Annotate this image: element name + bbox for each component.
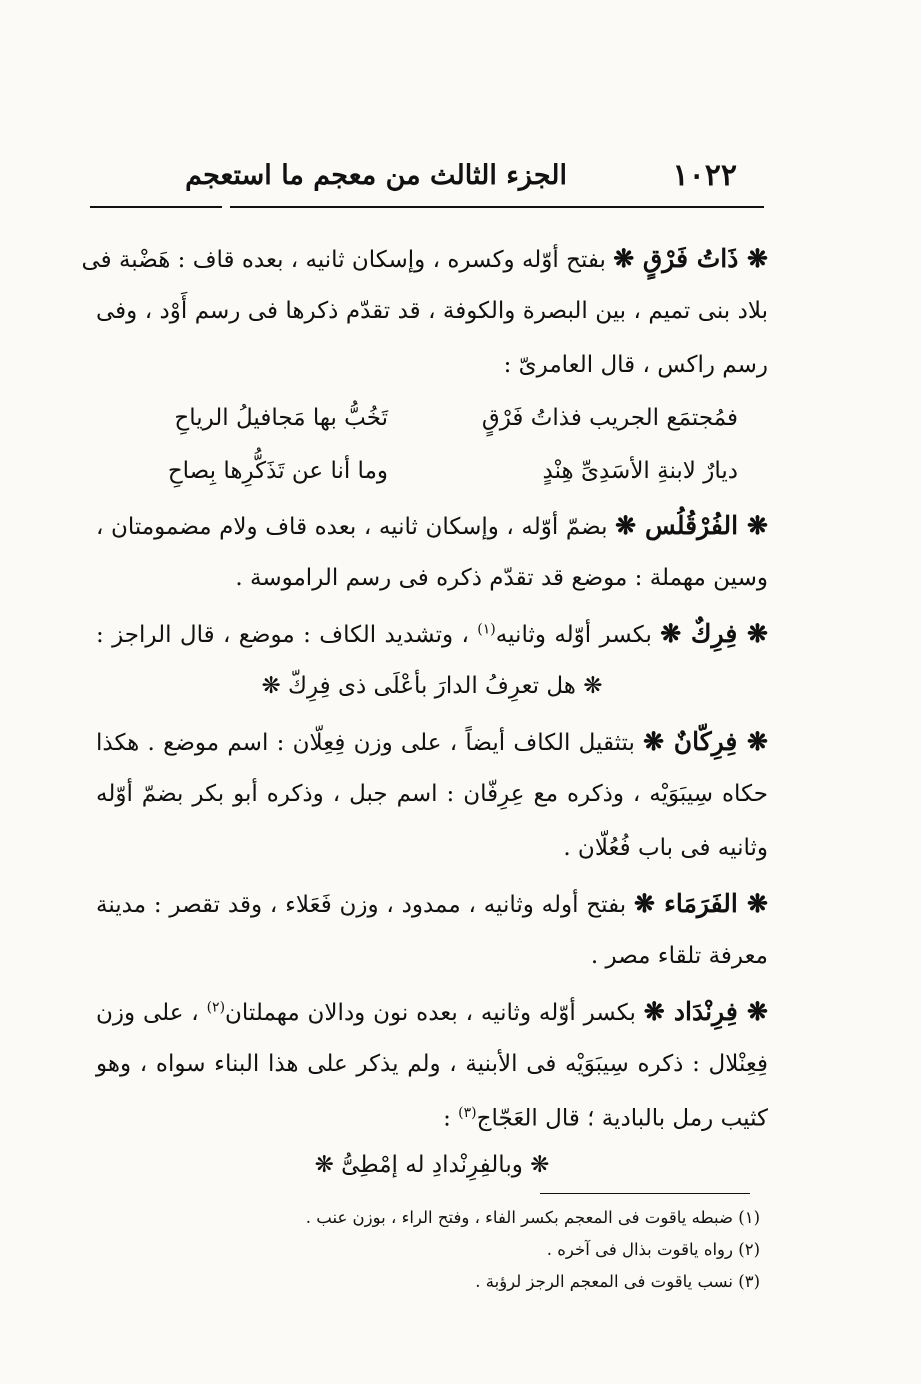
text-segment: : (443, 1105, 459, 1132)
entry-headword: ❋ فِرِكّانٌ ❋ (643, 727, 768, 756)
text-line (96, 511, 768, 559)
entry-headword: ❋ الفُرْقُلُس ❋ (615, 511, 768, 540)
entry-headword: ❋ فِرِكٌ ❋ (660, 619, 768, 648)
text-segment: حكاه سِيبَوَيْه ، وذكره مع عِرِفّان : اسم جبل ، وذكره أبو بكر بضمّ أوّله (96, 781, 768, 807)
text-segment: رسم راكس ، قال العامرىّ : (503, 352, 768, 378)
poem-verse (96, 405, 768, 453)
text-segment: كثيب رمل بالبادية ؛ قال العَجّاج (476, 1105, 768, 1132)
text-line (96, 781, 768, 829)
text-line (96, 1051, 768, 1099)
entry-headword: ❋ ذَاتُ فَرْقٍ ❋ (613, 244, 768, 273)
entry-headword: ❋ فِرِنْدَاد ❋ (643, 997, 768, 1026)
footnote: (٣) نسب ياقوت فى المعجم الرجز لرؤبة . (475, 1272, 760, 1291)
page-header (95, 158, 767, 198)
footnote-marker: (١) (477, 621, 496, 638)
verse-second-hemistich: تَخُبُّ بها مَجافيلُ الرياحِ (174, 405, 388, 431)
text-segment: وسين مهملة : موضع قد تقدّم ذكره فى رسم الراموسة . (235, 565, 768, 591)
verse-second-hemistich: وما أنا عن تَذَكُّرِها بِصاحِ (167, 458, 388, 484)
text-line (81, 244, 768, 292)
text-segment: وثانيه فى باب فُعُلّان . (563, 835, 768, 861)
header-rule-right (230, 206, 764, 208)
text-line (96, 997, 768, 1045)
page-number: ١٠٢٢ (672, 158, 737, 193)
footnote-marker: (٢) (206, 999, 226, 1016)
entry-headword: ❋ الفَرَمَاء ❋ (633, 889, 768, 918)
text-line (96, 565, 768, 613)
footnote: (٢) رواه ياقوت بذال فى آخره . (546, 1240, 760, 1259)
footnote-marker: (٣) (458, 1105, 477, 1121)
text-line (96, 835, 768, 883)
text-segment: بكسر أوّله وثانيه (495, 622, 661, 648)
text-segment: بفتح أوله وثانيه ، ممدود ، وزن فَعَلاء ، وقد تقصر : مدينة (96, 892, 634, 918)
text-line (96, 727, 768, 775)
verse-first-hemistich: فمُجتمَع الجريب فذاتُ فَرْقٍ (481, 405, 738, 431)
running-title: الجزء الثالث من معجم ما استعجم (185, 160, 567, 191)
verse-first-hemistich: ديارٌ لابنةِ الأسَدِىِّ هِنْدٍ (542, 458, 738, 484)
text-segment: ❋ هل تعرِفُ الدارَ بأعْلَى ذى فِرِكّ ❋ (261, 673, 603, 699)
poem-verse (96, 458, 768, 506)
footnote-rule (540, 1193, 750, 1194)
text-segment: بكسر أوّله وثانيه ، بعده نون ودالان مهملتان (225, 1000, 644, 1026)
text-segment: بفتح أوّله وكسره ، وإسكان ثانيه ، بعده قاف : هَضْبة فى (81, 247, 614, 273)
header-rule-left (90, 206, 222, 208)
text-line (96, 619, 768, 667)
text-line (96, 1105, 768, 1153)
text-segment: فِعِنْلال : ذكره سِيبَوَيْه فى الأبنية ، ولم يذكر على هذا البناء سواه ، وهو (96, 1051, 768, 1077)
footnote: (١) ضبطه ياقوت فى المعجم بكسر الفاء ، وفتح الراء ، بوزن عنب . (305, 1208, 760, 1227)
text-segment: بلاد بنى تميم ، بين البصرة والكوفة ، قد تقدّم ذكرها فى رسم أَوْد ، وفى (96, 298, 768, 324)
text-line (96, 673, 768, 721)
text-line (96, 298, 768, 346)
text-line (96, 943, 768, 991)
text-segment: ، وتشديد الكاف : موضع ، قال الراجز : (96, 622, 478, 648)
text-segment: ، على وزن (96, 1000, 207, 1026)
text-segment: ❋ وبالفِرِنْدادِ له إمْطِىُّ ❋ (314, 1152, 550, 1178)
text-line (96, 889, 768, 937)
text-segment: بضمّ أوّله ، وإسكان ثانيه ، بعده قاف ولام مضمومتان ، (96, 514, 616, 540)
text-segment: معرفة تلقاء مصر . (590, 943, 768, 969)
text-segment: بتثقيل الكاف أيضاً ، على وزن فِعِلّان : اسم موضع . هكذا (96, 730, 644, 756)
text-line (96, 352, 768, 400)
